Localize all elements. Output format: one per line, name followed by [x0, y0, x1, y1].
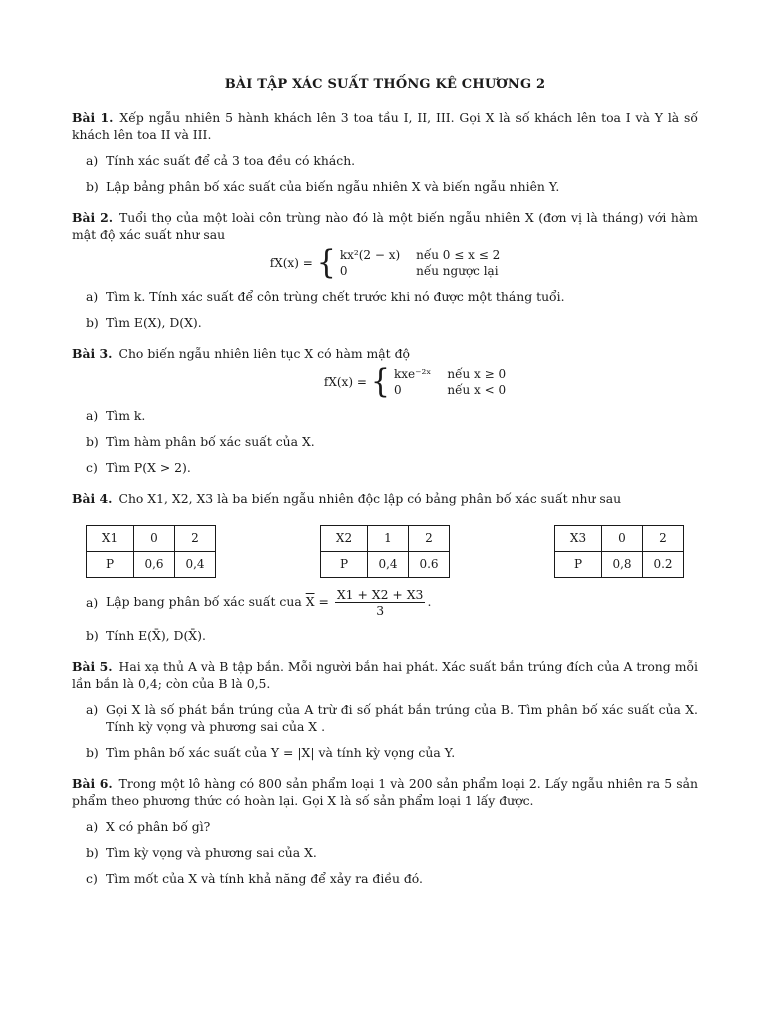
table-value-cell: 2 — [409, 526, 450, 552]
part-label: b) — [86, 179, 99, 194]
exercise-1-text: Xếp ngẫu nhiên 5 hành khách lên 3 toa tầu I, II, III. Gọi X là số khách lên toa I và Y là số khách lên toa II và III. — [72, 110, 698, 142]
exercise-5-text: Hai xạ thủ A và B tập bắn. Mỗi người bắn hai phát. Xác suất bắn trúng đích của A trong mỗi lần bắn là 0,4; còn của B là 0,5. — [72, 659, 698, 691]
distribution-table-x3 — [554, 525, 684, 578]
part-text: Tìm phân bố xác suất của Y = |X| và tính kỳ vọng của Y. — [106, 745, 456, 760]
part-text: Tính xác suất để cả 3 toa đều có khách. — [106, 153, 356, 168]
table-prob-cell: 0.2 — [643, 552, 684, 578]
distribution-tables — [86, 525, 684, 578]
mean-variable: $\overline{X}$ — [305, 594, 315, 609]
case-expression: 0 — [393, 383, 402, 397]
table-value-cell: 2 — [643, 526, 684, 552]
part-label: c) — [86, 871, 98, 886]
part-label: a) — [86, 819, 99, 834]
exercise-6-part-c — [86, 870, 698, 887]
table-prob-label-cell: P — [87, 552, 134, 578]
table-var-cell: X2 — [321, 526, 368, 552]
part-label: a) — [86, 702, 99, 717]
exercise-6-text: Trong một lô hàng có 800 sản phẩm loại 1 và 200 sản phẩm loại 2. Lấy ngẫu nhiên ra 5 sản phẩm theo phương thức có hoàn lại. Gọi X là số sản phẩm loại 1 lấy được. — [72, 776, 698, 808]
table-prob-label-cell: P — [555, 552, 602, 578]
formula-cases — [394, 366, 506, 398]
exercise-5 — [72, 658, 698, 761]
table-prob-label-cell: P — [321, 552, 368, 578]
case-condition: nếu x < 0 — [447, 383, 507, 397]
table-value-cell: 2 — [175, 526, 216, 552]
part-label: a) — [86, 289, 99, 304]
fraction-numerator: X1 + X2 + X3 — [336, 587, 424, 602]
exercise-2-text: Tuổi thọ của một loài côn trùng nào đó là một biến ngẫu nhiên X (đơn vị là tháng) với hàm mật độ xác suất như sau — [72, 210, 698, 242]
part-label: b) — [86, 845, 99, 860]
exercise-6-statement — [72, 775, 698, 809]
formula-lhs: fX(x) = — [269, 255, 313, 270]
part-text: Tìm P(X > 2). — [106, 460, 191, 475]
formula-lhs: fX(x) = — [323, 374, 367, 389]
part-label: b) — [86, 745, 99, 760]
exercise-1-label: Bài 1. — [72, 110, 114, 125]
part-text: Tìm k. — [106, 408, 146, 423]
exercise-6-label: Bài 6. — [72, 776, 113, 791]
exercise-4-label: Bài 4. — [72, 491, 113, 506]
part-a-prefix: Lập bang phân bố xác suất cua — [106, 594, 302, 609]
brace-symbol: { — [316, 243, 336, 282]
exercise-1-part-b — [86, 178, 698, 195]
part-text: Gọi X là số phát bắn trúng của A trừ đi số phát bắn trúng của B. Tìm phân bố xác suất của X. Tính kỳ vọng và phương sai của X . — [106, 702, 698, 734]
exercise-1-part-a — [86, 152, 698, 169]
fraction-denominator: 3 — [376, 603, 385, 618]
exercise-1 — [72, 109, 698, 195]
exercise-1-statement — [72, 109, 698, 143]
formula-cases — [340, 247, 500, 279]
table-var-cell: X3 — [555, 526, 602, 552]
part-text: X có phân bố gì? — [106, 819, 211, 834]
part-text: Tìm kỳ vọng và phương sai của X. — [106, 845, 317, 860]
exercise-4-part-a — [86, 587, 698, 618]
density-formula — [72, 362, 698, 401]
exercise-5-label: Bài 5. — [72, 659, 113, 674]
exercise-4-part-b — [86, 627, 698, 644]
part-label: b) — [86, 434, 99, 449]
exercise-2-label: Bài 2. — [72, 210, 114, 225]
part-label: c) — [86, 460, 98, 475]
part-text: Tìm hàm phân bố xác suất của X. — [106, 434, 315, 449]
part-label: b) — [86, 628, 99, 643]
exercise-3-label: Bài 3. — [72, 346, 113, 361]
document-page — [72, 76, 698, 901]
exercise-3-text: Cho biến ngẫu nhiên liên tục X có hàm mật độ — [118, 346, 410, 361]
case-condition: nếu ngược lại — [416, 264, 499, 278]
case-condition: nếu 0 ≤ x ≤ 2 — [416, 248, 501, 262]
density-formula — [72, 243, 698, 282]
exercise-3 — [72, 345, 698, 476]
table-prob-cell: 0,4 — [368, 552, 409, 578]
table-prob-cell: 0,8 — [602, 552, 643, 578]
page-title: BÀI TẬP XÁC SUẤT THỐNG KÊ CHƯƠNG 2 — [224, 77, 546, 92]
part-text: Tính E(X̄), D(X̄). — [106, 628, 206, 643]
part-text: Tìm mốt của X và tính khả năng để xảy ra điều đó. — [106, 871, 423, 886]
mean-fraction — [335, 587, 426, 618]
case-condition: nếu x ≥ 0 — [447, 367, 507, 381]
table-prob-cell: 0.6 — [409, 552, 450, 578]
exercise-3-part-b — [86, 433, 698, 450]
part-a-end: . — [427, 594, 432, 609]
equals-sign: = — [318, 594, 329, 609]
exercise-5-part-a — [86, 701, 698, 735]
part-label: a) — [86, 153, 99, 168]
exercise-4 — [72, 490, 698, 644]
exercise-3-statement — [72, 345, 698, 362]
exercise-4-statement — [72, 490, 698, 507]
case-expression: kx²(2 − x) — [339, 248, 401, 262]
table-value-cell: 1 — [368, 526, 409, 552]
exercise-5-statement — [72, 658, 698, 692]
table-prob-cell: 0,6 — [134, 552, 175, 578]
case-expression: kxe⁻²ˣ — [393, 367, 432, 381]
case-expression: 0 — [339, 264, 348, 278]
distribution-table-x2 — [320, 525, 450, 578]
exercise-2-statement — [72, 209, 698, 243]
table-value-cell: 0 — [602, 526, 643, 552]
part-label: a) — [86, 595, 99, 610]
exercise-5-part-b — [86, 744, 698, 761]
exercise-4-text: Cho X1, X2, X3 là ba biến ngẫu nhiên độc lập có bảng phân bố xác suất như sau — [118, 491, 622, 506]
exercise-3-part-a — [86, 407, 698, 424]
exercise-2 — [72, 209, 698, 331]
exercise-2-part-a — [86, 288, 698, 305]
exercise-2-part-b — [86, 314, 698, 331]
exercise-3-part-c — [86, 459, 698, 476]
part-text: Lập bảng phân bố xác suất của biến ngẫu nhiên X và biến ngẫu nhiên Y. — [106, 179, 560, 194]
table-var-cell: X1 — [87, 526, 134, 552]
part-text — [106, 587, 698, 618]
part-label: a) — [86, 408, 99, 423]
exercise-6-part-b — [86, 844, 698, 861]
part-text: Tìm E(X), D(X). — [106, 315, 202, 330]
distribution-table-x1 — [86, 525, 216, 578]
exercise-6-part-a — [86, 818, 698, 835]
exercise-6 — [72, 775, 698, 887]
part-text: Tìm k. Tính xác suất để côn trùng chết trước khi nó được một tháng tuổi. — [106, 289, 565, 304]
table-value-cell: 0 — [134, 526, 175, 552]
table-prob-cell: 0,4 — [175, 552, 216, 578]
part-label: b) — [86, 315, 99, 330]
brace-symbol: { — [370, 362, 390, 401]
